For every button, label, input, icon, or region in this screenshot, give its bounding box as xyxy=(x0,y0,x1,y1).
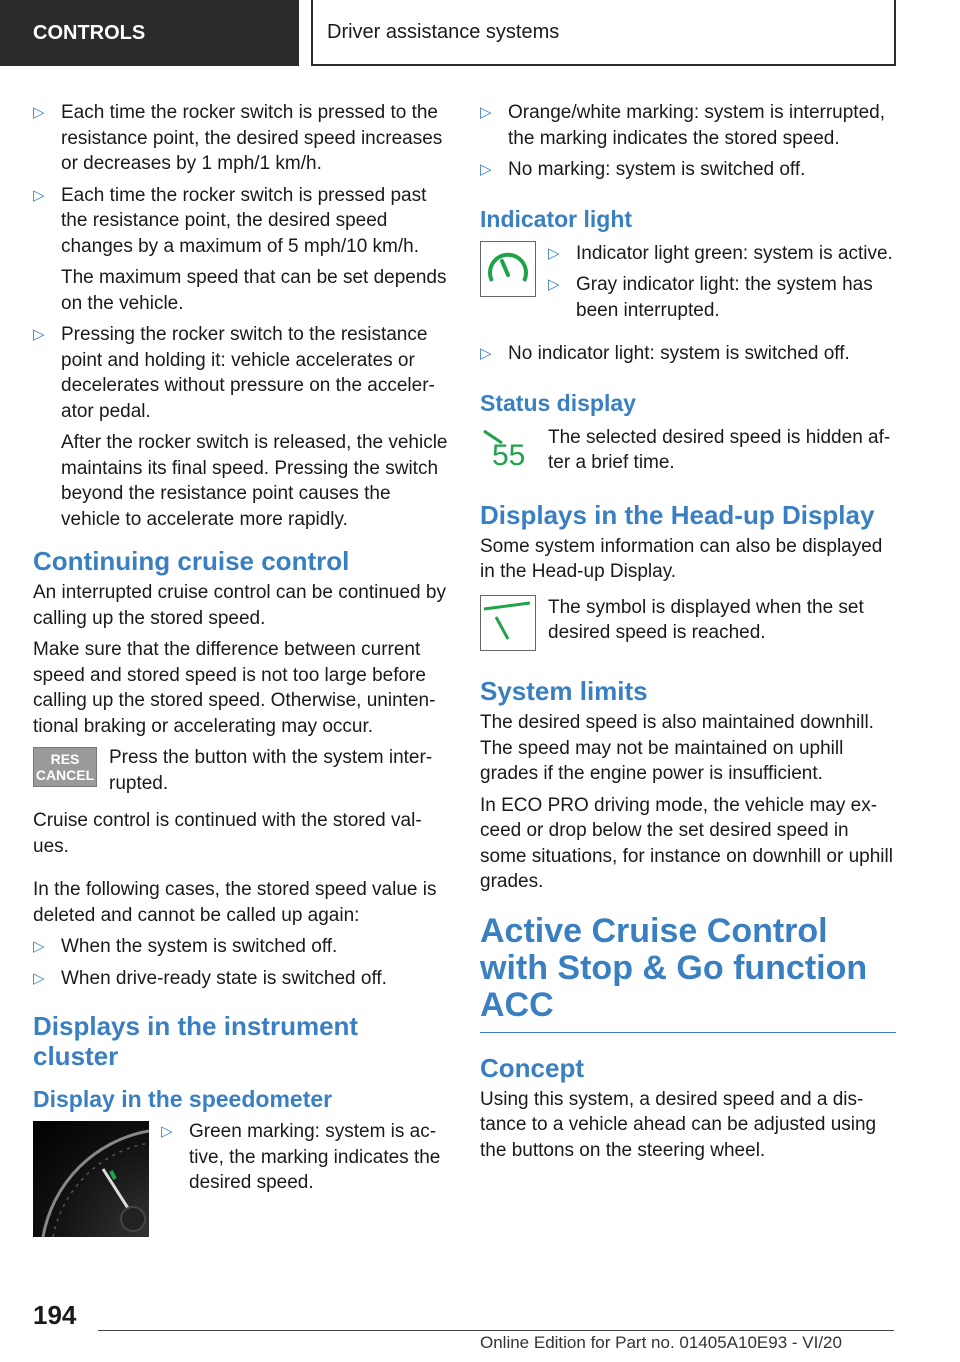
paragraph: Cruise control is continued with the stored values. xyxy=(33,810,422,857)
heading-system-limits: System limits xyxy=(480,676,648,706)
heading-concept: Concept xyxy=(480,1052,584,1083)
list-item: ▷ Gray indicator light: the system has been interrupted. xyxy=(548,274,873,321)
cruise-indicator-icon xyxy=(480,241,536,297)
status-row xyxy=(480,425,896,482)
res-cancel-button-icon: RES CANCEL xyxy=(33,747,97,787)
triangle-bullet-icon: ▷ xyxy=(33,938,45,955)
paragraph: Using this system, a desired speed and a distance to a vehicle ahead can be adjusted using the buttons on the steering wheel. xyxy=(480,1088,877,1161)
bullet-list xyxy=(548,241,896,330)
triangle-bullet-icon: ▷ xyxy=(33,104,45,121)
triangle-bullet-icon: ▷ xyxy=(161,1123,173,1140)
bullet-list xyxy=(33,934,449,991)
list-item: ▷ Each time the rocker switch is pressed to the resistance point, the desired speed increases or decreases by 1 mph/1 km/h. xyxy=(33,102,443,174)
section-tab xyxy=(0,0,299,66)
bullet-list xyxy=(480,341,896,367)
paragraph: In ECO PRO driving mode, the vehicle may exceed or drop below the set desired speed in some situations, for instance on downhill or uphill grades. xyxy=(480,794,893,892)
page-number: 194 xyxy=(33,1300,77,1330)
list-item: ▷ Pressing the rocker switch to the resistance point and holding it: vehicle accelerates or decelerates without pressure on the accelerator pedal. xyxy=(33,324,435,422)
paragraph: In the following cases, the stored speed value is deleted and cannot be called up again: xyxy=(33,879,437,926)
paragraph: Make sure that the difference between current speed and stored speed is not too large before calling up the stored speed. Otherwise, unintentional braking or accelerating may occur. xyxy=(33,639,436,737)
list-item: ▷ When the system is switched off. xyxy=(33,934,449,960)
paragraph: The selected desired speed is hidden after a brief time. xyxy=(548,426,891,473)
heading-speedometer: Display in the speedometer xyxy=(33,1086,333,1112)
list-item: ▷ When drive-ready state is switched off. xyxy=(33,966,449,992)
bullet-list xyxy=(33,322,449,424)
triangle-bullet-icon: ▷ xyxy=(480,161,492,178)
paragraph: Press the button with the system interrupted. xyxy=(109,747,433,794)
hud-row xyxy=(480,595,896,659)
speedometer-row xyxy=(33,1121,449,1237)
chapter-title: Driver assistance systems xyxy=(327,20,560,43)
list-item: ▷ No indicator light: system is switched off. xyxy=(480,341,896,367)
heading-instrument-cluster: Displays in the instrument cluster xyxy=(33,1011,359,1071)
heading-continuing-cruise-control: Continuing cruise control xyxy=(33,546,350,576)
right-column xyxy=(480,100,896,1169)
triangle-bullet-icon: ▷ xyxy=(480,104,492,121)
speedometer-image xyxy=(33,1121,149,1237)
triangle-bullet-icon: ▷ xyxy=(480,345,492,362)
heading-acc: Active Cruise Control with Stop & Go function ACC xyxy=(480,913,896,1033)
footer-edition: Online Edition for Part no. 01405A10E93 - VI/20 xyxy=(480,1333,842,1352)
bullet-list xyxy=(33,100,449,259)
list-item: ▷ Green marking: system is active, the marking indicates the desired speed. xyxy=(161,1121,441,1193)
heading-hud: Displays in the Head-up Display xyxy=(480,499,875,530)
list-item: ▷ No marking: system is switched off. xyxy=(480,157,896,183)
bullet-note: After the rocker switch is released, the vehicle maintains its final speed. Pressing the switch beyond the resistance point causes the vehicle to accelerate more rapidly. xyxy=(61,432,448,530)
paragraph: The desired speed is also maintained downhill. The speed may not be maintained on uphill grades if the engine power is insufficient. xyxy=(480,712,874,784)
triangle-bullet-icon: ▷ xyxy=(33,326,45,343)
section-title: CONTROLS xyxy=(33,21,146,44)
footer-divider xyxy=(98,1330,894,1331)
triangle-bullet-icon: ▷ xyxy=(548,244,560,262)
hud-speed-reached-icon xyxy=(480,595,536,651)
bullet-list xyxy=(161,1119,449,1202)
paragraph: The symbol is displayed when the set desired speed is reached. xyxy=(548,596,864,643)
paragraph: Some system information can also be displayed in the Head-up Display. xyxy=(480,535,883,582)
bullet-note: The maximum speed that can be set depends on the vehicle. xyxy=(61,267,447,314)
triangle-bullet-icon: ▷ xyxy=(33,186,45,204)
chapter-tab xyxy=(311,0,896,66)
list-item: ▷ Indicator light green: system is active. xyxy=(548,241,896,267)
triangle-bullet-icon: ▷ xyxy=(33,969,45,987)
heading-status-display: Status display xyxy=(480,389,636,416)
res-button-row xyxy=(33,745,449,802)
triangle-bullet-icon: ▷ xyxy=(548,276,560,293)
list-item: ▷ Orange/white marking: system is interrupted, the marking indicates the stored speed. xyxy=(480,102,885,149)
heading-indicator-light: Indicator light xyxy=(480,205,633,232)
status-speed-value: 55 xyxy=(492,438,526,472)
list-item: ▷ Each time the rocker switch is pressed past the resistance point, the desired speed changes by a maximum of 5 mph/10 km/h. xyxy=(33,184,427,257)
left-column xyxy=(33,100,449,1243)
bullet-list xyxy=(480,100,896,183)
indicator-row xyxy=(480,241,896,336)
paragraph: An interrupted cruise control can be continued by calling up the stored speed. xyxy=(33,582,446,629)
